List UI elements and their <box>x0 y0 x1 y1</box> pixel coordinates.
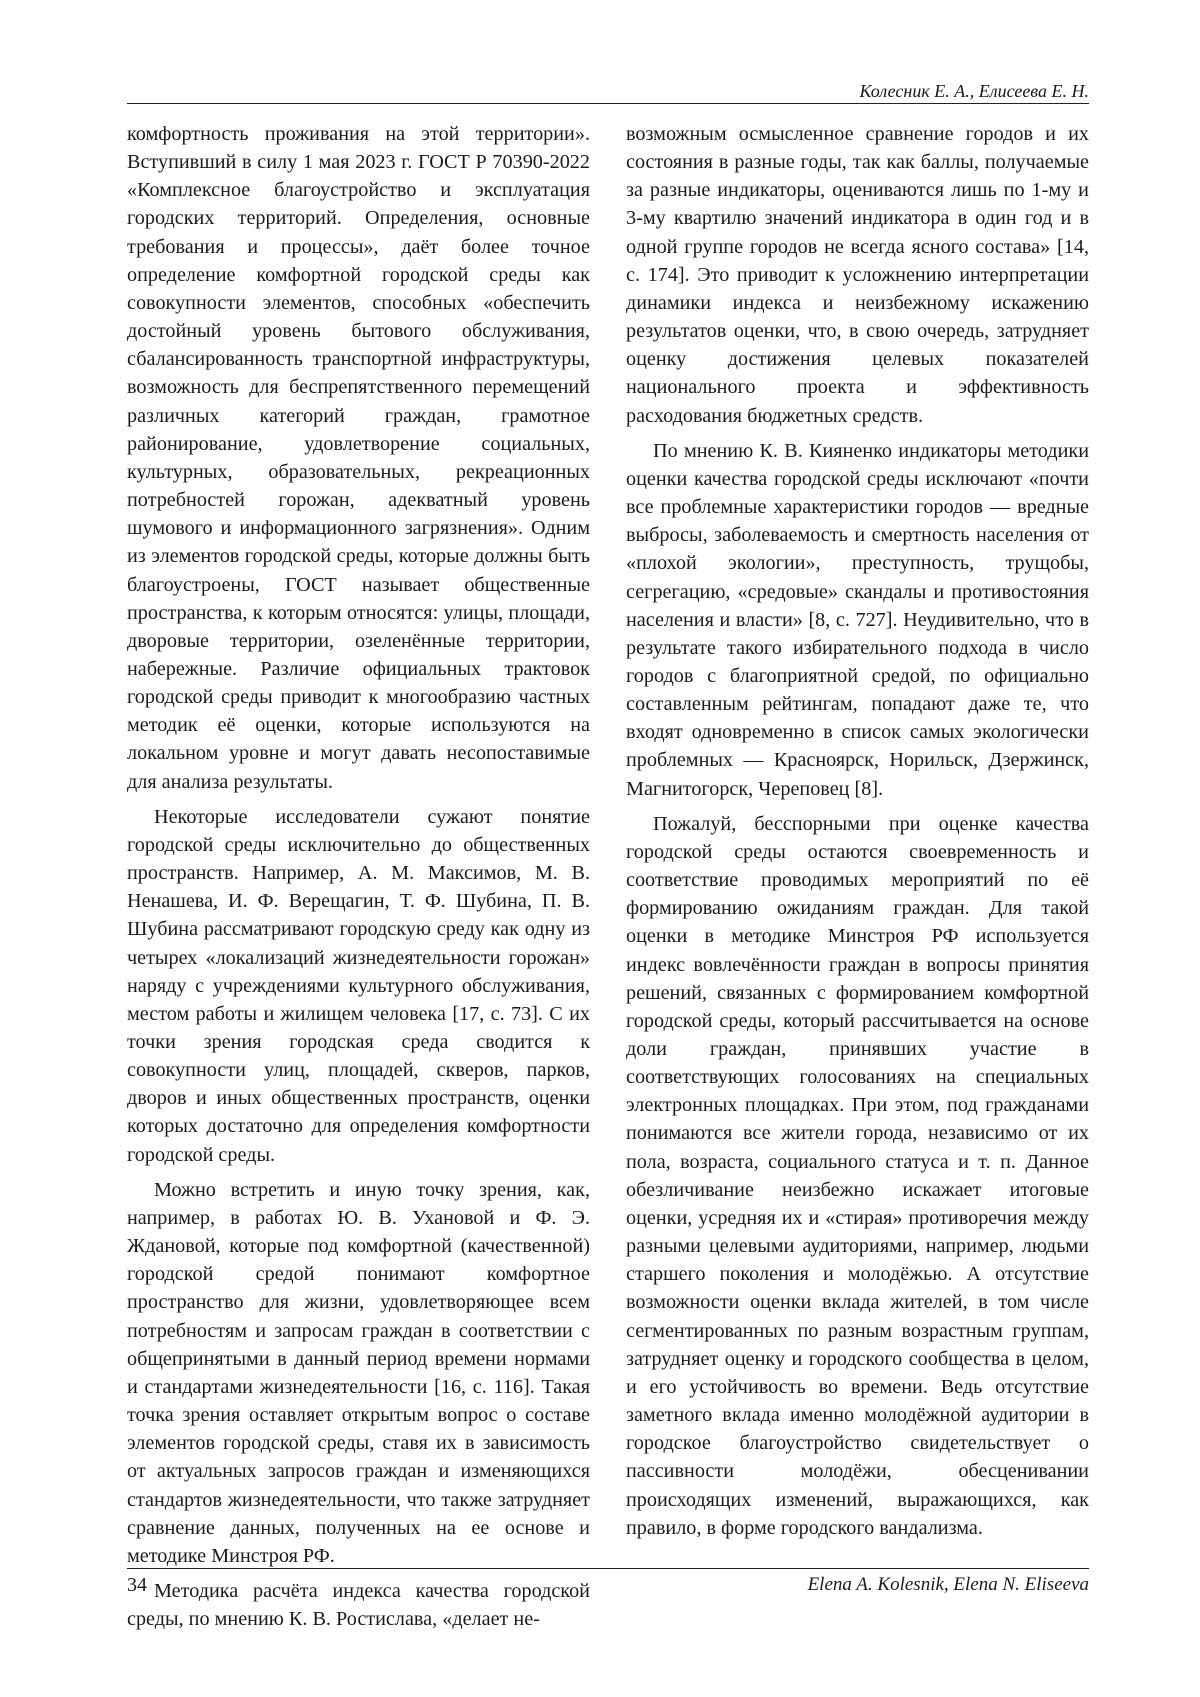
paragraph: По мнению К. В. Кияненко индикаторы методики оценки качества городской среды исключают «почти все проблемные характеристики городов — вредные выбросы, заболеваемость и смертность населения от «плохой экологии», преступность, трущобы, сегрегацию, «средовые» скандалы и противостояния населения и власти» [8, с. 727]. Неудивительно, что в результате такого избирательного подхода в число городов с благоприятной средой, по официально составленным рейтингам, попадают даже те, что входят одновременно в список самых экологически проблемных — Красноярск, Норильск, Дзержинск, Магнитогорск, Череповец [8]. <box>626 439 1089 800</box>
paragraph: Пожалуй, бесспорными при оценке качества городской среды остаются своевременность и соответствие проводимых мероприятий по её формированию ожиданиям граждан. Для такой оценки в методике Минстроя РФ используется индекс вовлечённости граждан в вопросы принятия решений, связанных с формированием комфортной городской среды, который рассчитывается на основе доли граждан, принявших участие в соответствующих голосованиях на специальных электронных площадках. При этом, под гражданами понимаются все жители города, независимо от их пола, возраста, социального статуса и т. п. Данное обезличивание неизбежно искажает итоговые оценки, усредняя их и «стирая» противоречия между разными целевыми аудиториями, например, людьми старшего поколения и молодёжью. А отсутствие возможности оценки вклада жителей, в том числе сегментированных по разным возрастным группам, затрудняет оценку и городского сообщества в целом, и его устойчивость во времени. Ведь отсутствие заметного вклада именно молодёжной аудитории в городское благоустройство свидетельствует о пассивности молодёжи, обесценивании происходящих изменений, выражающихся, как правило, в форме городского вандализма. <box>626 812 1089 1539</box>
paragraph: Некоторые исследователи сужают понятие городской среды исключительно до общественных пространств. Например, А. М. Максимов, М. В. Ненашева, И. Ф. Верещагин, Т. Ф. Шубина, П. В. Шубина рассматривают городскую среду как одну из четырех «локализаций жизнедеятельности горожан» наряду с учреждениями культурного обслуживания, местом работы и жилищем человека [17, с. 73]. С их точки зрения городская среда сводится к совокупности улиц, площадей, скверов, парков, дворов и иных общественных пространств, оценки которых достаточно для определения комфортности городской среды. <box>127 805 590 1166</box>
page-number: 34 <box>127 1574 147 1596</box>
page-footer <box>127 1573 1089 1597</box>
right-column <box>626 120 1089 1549</box>
paragraph: комфортность проживания на этой территории». Вступивший в силу 1 мая 2023 г. ГОСТ Р 70390-2022 «Комплексное благоустройство и эксплуатация городских территорий. Определения, основные требования и процессы», даёт более точное определение комфортной городской среды как совокупности элементов, способных «обеспечить достойный уровень бытового обслуживания, сбалансированность транспортной инфраструктуры, возможность для беспрепятственного перемещений различных категорий граждан, грамотное районирование, удовлетворение социальных, культурных, образовательных, рекреационных потребностей горожан, адекватный уровень шумового и информационного загрязнения». Одним из элементов городской среды, которые должны быть благоустроены, ГОСТ называет общественные пространства, к которым относятся: улицы, площади, дворовые территории, озеленённые территории, набережные. Различие официальных трактовок городской среды приводит к многообразию частных методик её оценки, которые используются на локальном уровне и могут давать несопоставимые для анализа результаты. <box>127 123 590 793</box>
left-column <box>127 120 590 1640</box>
running-head-authors: Колесник Е. А., Елисеева Е. Н. <box>859 81 1089 101</box>
footer-rule <box>127 1568 1089 1569</box>
footer-authors: Elena A. Kolesnik, Elena N. Eliseeva <box>807 1574 1089 1595</box>
header-rule <box>127 103 1089 104</box>
paragraph: Методика расчёта индекса качества городской среды, по мнению К. В. Ростислава, «делает не- <box>127 1579 590 1631</box>
paragraph: Можно встретить и иную точку зрения, как, например, в работах Ю. В. Ухановой и Ф. Э. Ждановой, которые под комфортной (качественной) городской средой понимают комфортное пространство для жизни, удовлетворяющее всем потребностям и запросам граждан в соответствии с общепринятыми в данный период времени нормами и стандартами жизнедеятельности [16, с. 116]. Такая точка зрения оставляет открытым вопрос о составе элементов городской среды, ставя их в зависимость от актуальных запросов граждан и изменяющихся стандартов жизнедеятельности, что также затрудняет сравнение данных, полученных на ее основе и методике Минстроя РФ. <box>127 1178 590 1567</box>
paragraph: возможным осмысленное сравнение городов и их состояния в разные годы, так как баллы, получаемые за разные индикаторы, оцениваются лишь по 1-му и 3-му квартилю значений индикатора в один год и в одной группе городов не всегда ясного состава» [14, с. 174]. Это приводит к усложнению интерпретации динамики индекса и неизбежному искажению результатов оценки, что, в свою очередь, затрудняет оценку достижения целевых показателей национального проекта и эффективность расходования бюджетных средств. <box>626 123 1089 427</box>
